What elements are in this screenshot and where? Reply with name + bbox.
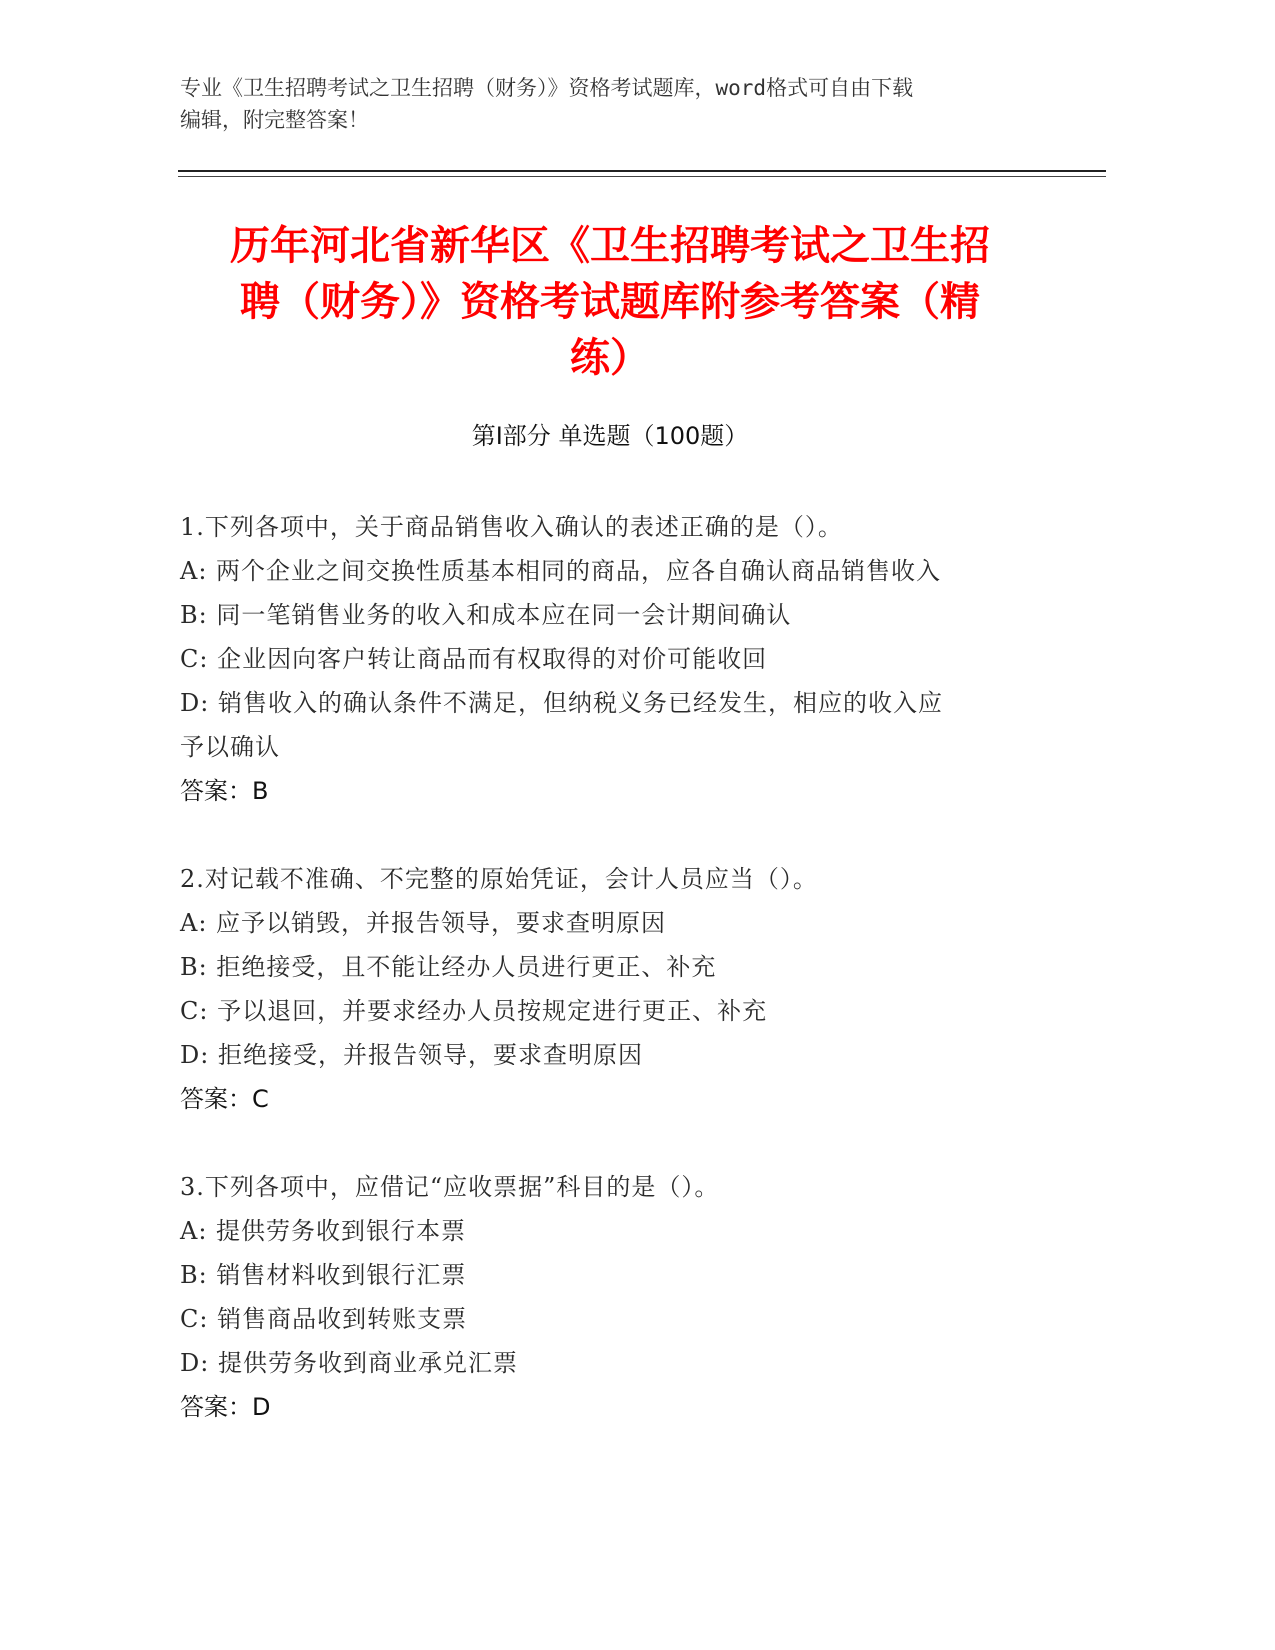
header-line-1: 专业《卫生招聘考试之卫生招聘（财务）》资格考试题库，word格式可自由下载 (180, 76, 914, 100)
question-stem: 3.下列各项中，应借记“应收票据”科目的是（）。 (180, 1173, 720, 1201)
option-d-continued: 予以确认 (180, 733, 280, 761)
option-d: D: 拒绝接受，并报告领导，要求查明原因 (180, 1041, 643, 1069)
option-c: C: 销售商品收到转账支票 (180, 1305, 468, 1333)
option-a: A: 提供劳务收到银行本票 (180, 1217, 467, 1245)
option-b: B: 销售材料收到银行汇票 (180, 1261, 467, 1289)
answer-label: 答案：C (180, 1085, 269, 1113)
question-item (180, 505, 1040, 813)
option-a: A: 应予以销毁，并报告领导，要求查明原因 (180, 909, 667, 937)
option-d: D: 提供劳务收到商业承兑汇票 (180, 1349, 518, 1377)
option-c: C: 企业因向客户转让商品而有权取得的对价可能收回 (180, 645, 768, 673)
header-line-2: 编辑，附完整答案！ (180, 108, 369, 132)
option-a: A: 两个企业之间交换性质基本相同的商品，应各自确认商品销售收入 (180, 557, 942, 585)
question-item (180, 857, 1040, 1121)
answer-label: 答案：B (180, 777, 269, 805)
option-d: D: 销售收入的确认条件不满足，但纳税义务已经发生，相应的收入应 (180, 689, 943, 717)
title-line-2: 聘（财务）》资格考试题库附参考答案（精 (240, 279, 980, 325)
option-c: C: 予以退回，并要求经办人员按规定进行更正、补充 (180, 997, 768, 1025)
question-stem: 1.下列各项中，关于商品销售收入确认的表述正确的是（）。 (180, 513, 843, 541)
question-stem: 2.对记载不准确、不完整的原始凭证，会计人员应当（）。 (180, 865, 818, 893)
title-line-1: 历年河北省新华区《卫生招聘考试之卫生招 (230, 223, 990, 269)
title-line-3: 练） (570, 335, 650, 381)
header-divider-thick (178, 170, 1106, 172)
answer-label: 答案：D (180, 1393, 271, 1421)
document-header (180, 72, 1060, 136)
option-b: B: 拒绝接受，且不能让经办人员进行更正、补充 (180, 953, 717, 981)
question-item (180, 1165, 1040, 1429)
question-list (180, 505, 1040, 1473)
header-divider-thin (178, 176, 1106, 177)
document-title (180, 218, 1040, 386)
section-heading: 第Ⅰ部分 单选题（100题） (471, 422, 749, 450)
option-b: B: 同一笔销售业务的收入和成本应在同一会计期间确认 (180, 601, 792, 629)
